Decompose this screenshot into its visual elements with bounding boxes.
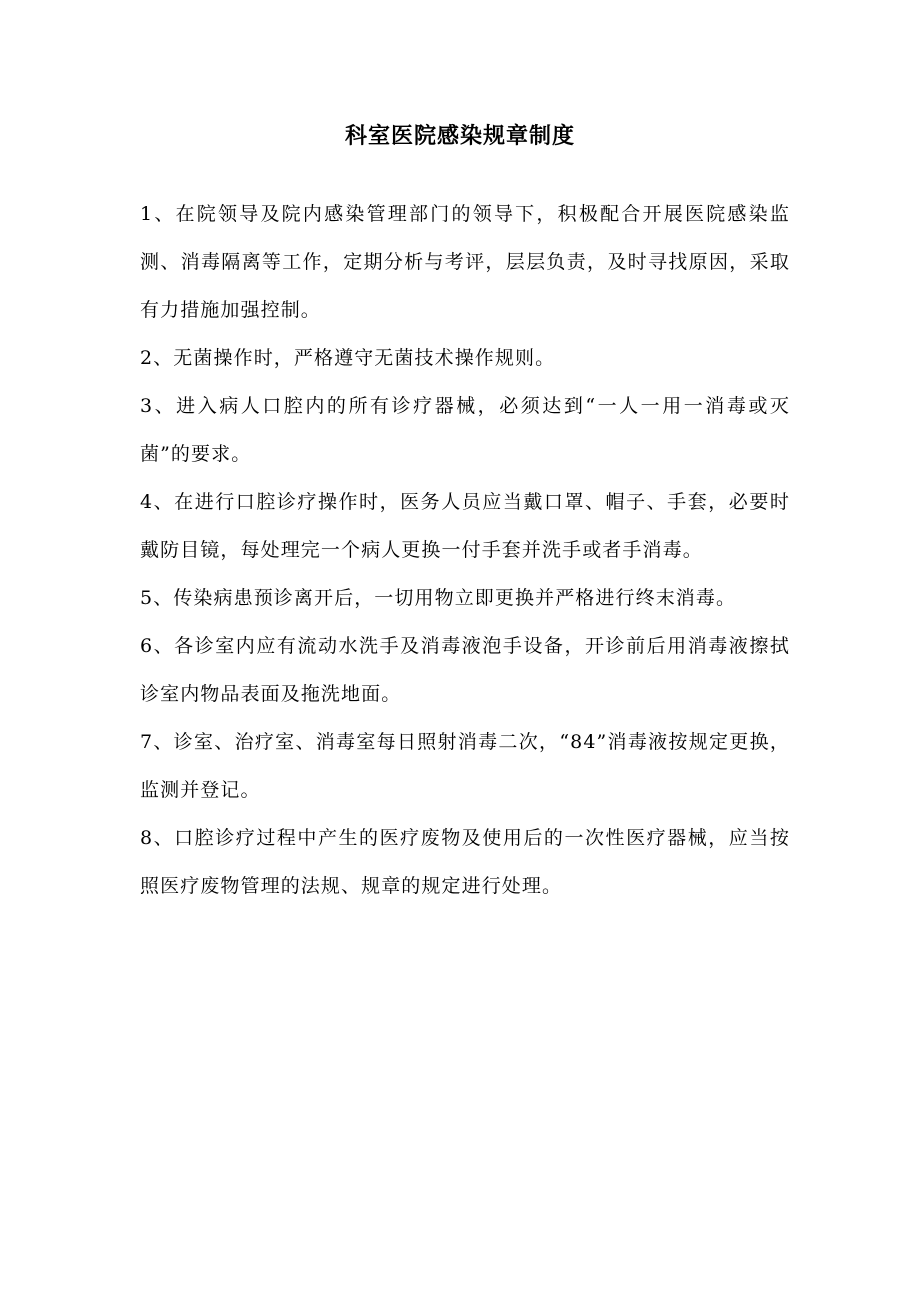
regulation-item-3: 3、进入病人口腔内的所有诊疗器械，必须达到“一人一用一消毒或灭菌”的要求。 (140, 395, 790, 465)
regulation-item-2: 2、无菌操作时，严格遵守无菌技术操作规则。 (140, 347, 556, 369)
regulation-list (140, 190, 790, 910)
document-title: 科室医院感染规章制度 (344, 123, 575, 149)
regulation-item-1: 1、在院领导及院内感染管理部门的领导下，积极配合开展医院感染监测、消毒隔离等工作，定期分析与考评，层层负责，及时寻找原因，采取有力措施加强控制。 (140, 203, 790, 321)
regulation-item-5: 5、传染病患预诊离开后，一切用物立即更换并严格进行终末消毒。 (140, 587, 737, 609)
regulation-item-8: 8、口腔诊疗过程中产生的医疗废物及使用后的一次性医疗器械，应当按照医疗废物管理的法规、规章的规定进行处理。 (140, 827, 790, 897)
regulation-item-7: 7、诊室、治疗室、消毒室每日照射消毒二次，“84”消毒液按规定更换，监测并登记。 (140, 731, 790, 801)
regulation-item-6: 6、各诊室内应有流动水洗手及消毒液泡手设备，开诊前后用消毒液擦拭诊室内物品表面及拖洗地面。 (140, 635, 790, 705)
regulation-item-4: 4、在进行口腔诊疗操作时，医务人员应当戴口罩、帽子、手套，必要时戴防目镜，每处理完一个病人更换一付手套并洗手或者手消毒。 (140, 491, 790, 561)
